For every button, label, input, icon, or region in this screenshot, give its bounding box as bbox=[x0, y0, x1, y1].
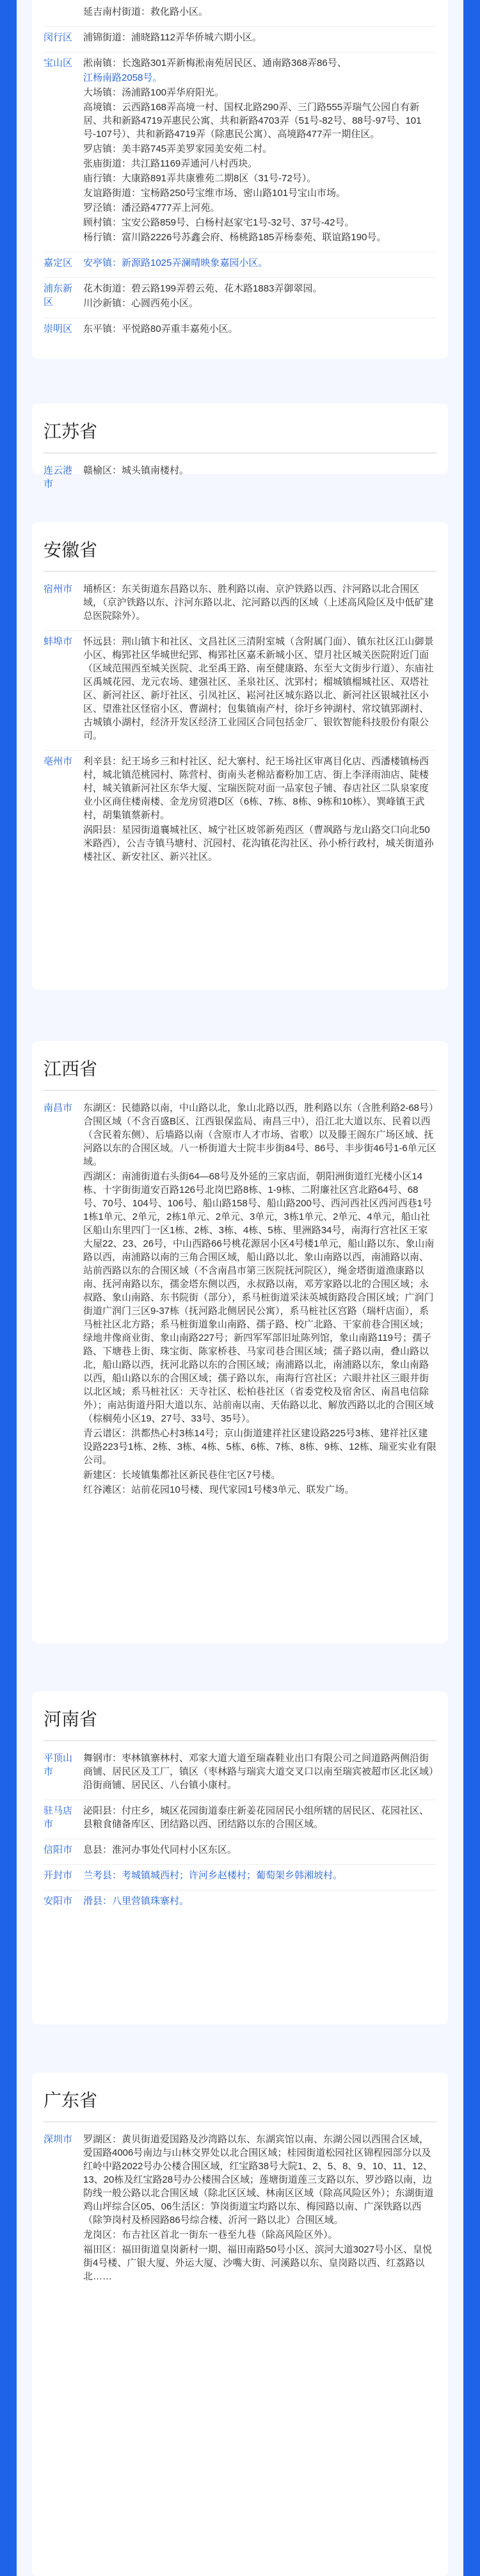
district-list bbox=[83, 582, 436, 624]
district-entry: 延吉南村街道：救化路小区。 bbox=[83, 6, 209, 17]
city-name: 信阳市 bbox=[44, 1844, 73, 1855]
district-entry: 大场镇：汤浦路100弄华府阳光。 bbox=[83, 87, 225, 98]
city-name: 崇明区 bbox=[44, 324, 73, 334]
city-name: 安阳市 bbox=[44, 1896, 73, 1907]
city-row bbox=[44, 631, 436, 751]
district-entry: 舞钢市：枣林镇寨林村、邓家大道大道至瑞森鞋业出口有限公司之间道路两侧沿街商铺、居民区及工厂，镇区（枣林路与瑞宾大道交叉口以南至瑞宾被超市区北区域）沿街商铺、居民区、八台镇小康村。 bbox=[83, 1753, 434, 1791]
district-list bbox=[83, 2133, 436, 2285]
city-row bbox=[44, 751, 436, 871]
district-entry: 利辛县：纪王场乡三和村社区、纪大寨村、纪王场社区审离目化店、西潘楼镇杨西村，城北镇范桃园村、陈营村、街南头老棉站畜粉加工店、街上李泽雨油店、陡楼村，城关镇新河社区东华大厦、宝瑞医院对面一品家包子铺、春店社区二队泉家度业小区商住楼南楼、金龙房贸港D区（6栋、7栋、8栋、9栋和10栋）、巽峰镇王武村，胡集镇蔡新村。 bbox=[83, 756, 429, 821]
district-list bbox=[83, 1843, 436, 1858]
city-row bbox=[44, 318, 436, 343]
city-name: 闵行区 bbox=[44, 32, 73, 43]
city-name: 宝山区 bbox=[44, 58, 73, 69]
province-title: 河南省 bbox=[44, 1691, 436, 1741]
district-entry: 高境镇：云西路168弄高境一村、国权北路290弄、三门路555弄瑞气公园自有新居、共和新路4719弄惠民公寓、共和新路4703弄（51号-82号、88号-97号、101号-107号）、共和新路4719弄（除惠民公寓）、高境路477弄一期住区。 bbox=[83, 102, 422, 140]
city-row bbox=[44, 1891, 436, 1916]
city-name: 驻马店市 bbox=[44, 1805, 73, 1830]
district-entry: 青云谱区：洪都热心村3栋14号；京山街道建祥社区建设路225号3栋、建祥社区建设路223号1栋、2栋、3栋、4栋、5栋、6栋、7栋、8栋、9栋、12栋、瑞亚实业有限公司。 bbox=[83, 1428, 436, 1466]
district-entry: 怀远县：荆山镇卞和社区、文昌社区三清附室城（含附属门面）、镇东社区江山御景小区、梅郢社区华城世纪郢、梅郢社区嘉禾新城小区、望月社区城关医院附近门面（区域范围西至城关医院、北至禹王路、南至健康路、东至大文街步行道）、东庙社区禹城花园、龙元农场、建强社区、圣泉社区、沈郢村；榴城镇榴城社区、双塔社区、新河社区、新圩社区、引凤社区、崧河社区城东路以北、新河社区银城社区小区、望淮社区怪宿小区、曹湖村；包集镇南产村，徐圩乡钟湖村、常坟镇郢湖村、古城镇小湖村，经济开发区经济工业园区合同包括金厂、银钦智能科技股份有限公司。 bbox=[83, 636, 434, 741]
district-entry: 庙行镇：大康路891弄共康雅苑二期8区（31号-72号）。 bbox=[83, 173, 317, 184]
district-entry: 赣榆区：城头镇南楼村。 bbox=[83, 465, 189, 476]
city-name: 开封市 bbox=[44, 1870, 73, 1881]
district-list bbox=[83, 322, 436, 337]
city-row bbox=[44, 2129, 436, 2291]
district-entry: 罗湖区：黄贝街道爱国路及沙湾路以东、东湖宾馆以南、东湖公园以西围合区域，爱国路4006号南边与山林交界处以北合围区域；桂园街道松园社区锦程园部分以及红岭中路2022号办公楼合围区域，红宝路38号大院1、2、5、8、9、10、11、12、13、20栋及红宝路28号办公楼围合区域；莲塘街道莲三支路以东、罗沙路以南，边防线一般公路以北合围区域（除北区区域、林南区区域（除高风险区外）；东湖街道鸡山坪综合区05、06生活区：笋岗街道宝均路以东、梅园路以南、广深铁路以西（除笋岗村及桥园路86号综合楼、沂河一路以北）合围区域。 bbox=[83, 2134, 434, 2226]
city-row bbox=[44, 252, 436, 278]
province-card bbox=[32, 1691, 448, 2024]
district-entry: 浦锦街道：浦晓路112弄华侨城六期小区。 bbox=[83, 32, 262, 43]
district-entry: 花木街道：碧云路199弄碧云苑、花木路1883弄御翠园。 bbox=[83, 283, 323, 294]
province-title: 江苏省 bbox=[44, 404, 436, 454]
district-entry: 江杨南路2058号。 bbox=[83, 72, 163, 83]
district-list bbox=[83, 1101, 436, 1498]
province-card bbox=[32, 2072, 448, 2576]
district-entry: 东平镇：平悦路80弄重丰嘉苑小区。 bbox=[83, 324, 238, 334]
city-name: 亳州市 bbox=[44, 756, 73, 767]
city-row bbox=[44, 53, 436, 252]
city-row bbox=[44, 578, 436, 631]
city-name: 深圳市 bbox=[44, 2134, 73, 2145]
city-name: 嘉定区 bbox=[44, 258, 73, 268]
district-list bbox=[83, 464, 436, 491]
city-row bbox=[44, 1748, 436, 1800]
district-entry: 罗泾镇：潘泾路4777弄上河苑。 bbox=[83, 202, 220, 213]
district-entry: 新建区：长堎镇集都社区新民巷住宅区7号楼。 bbox=[83, 1470, 281, 1481]
province-card bbox=[32, 404, 448, 489]
district-entry: 红谷滩区：站前花园10号楼、现代家园1号楼3单元、联发广场。 bbox=[83, 1484, 355, 1495]
city-row bbox=[44, 27, 436, 53]
district-entry: 东湖区：民德路以南，中山路以北，象山北路以西，胜利路以东（含胜利路2-68号）合围区域（不含百盛B区、江西银保监局、南昌三中），沿江北大道以东、民着以西（含民着东侧）、后墙路以南（含原市人才市场、省歌）以及滕王阁东广场区域、抚河路以东的合围区域。八一桥街道大士院丰步街84号、86号、丰步街46号1-6单元区域。 bbox=[83, 1103, 436, 1167]
district-entry: 滑县：八里营镇珠寨村。 bbox=[83, 1896, 189, 1907]
city-row bbox=[44, 1, 436, 27]
district-entry: 兰考县：考城镇城西村；许河乡赵楼村；葡萄架乡韩湘坡村。 bbox=[83, 1870, 343, 1881]
city-name: 连云港市 bbox=[44, 465, 73, 489]
district-entry: 泌阳县：付庄乡，城区花园街道泰庄新姜花园居民小组所辖的居民区、花园社区、县粮食储备库区、团结路以西、团结路以东的合围区域。 bbox=[83, 1805, 429, 1830]
district-list bbox=[83, 5, 436, 20]
province-card bbox=[32, 522, 448, 990]
province-card bbox=[32, 1041, 448, 1643]
city-name bbox=[44, 5, 83, 20]
district-list bbox=[83, 755, 436, 865]
city-name: 平顶山市 bbox=[44, 1753, 73, 1777]
district-entry: 涡阳县：星园街道襄城社区、城宁社区坡邻新苑西区（曹飒路与龙山路交口向北50米路西），公吉寺镇马塘村、沉园村、花沟镇花沟社区、孙小桥行政村，城关街道孙楼社区、新安社区、新兴社区。 bbox=[83, 824, 434, 862]
province-title: 安徽省 bbox=[44, 522, 436, 572]
district-list bbox=[83, 635, 436, 744]
district-entry: 西湖区：南浦街道右头街64—68号及外延的三家店面，朝阳洲街道红光楼小区14栋、十字街街道安百路126号北岗巴路8栋、1-9栋、二附廉社区宫北路64号、68号、70号、104号、106号、船山路158号、船山路200号、西河西社区西河西巷1号1栋1单元、2单元，2栋1单元、2单元、3单元，3栋1单元、2单元、4单元，船山社区船山东里四门一区1栋、2栋、3栋、4栋、5栋、里洲路34号，南海行宫社区王家大屋22、23、26号，中山西路66号桃花源居小区4号楼1单元，船山路以东、象山南路以西，南浦路以南的三角合围区域，船山路以北、象山南路以西，南浦路以南、站前西路以东的合围区域（不含南昌市第三医院抚河院区），绳金塔街道渔康路以南、抚河南路以东，孺金塔东侧以西，永叔路以南，邓芳家路以北的合围区域；永叔路、象山南路、东书院街（部分），系马桩街道采沫英城街路段合围区域；广润门街道广润门三区9-37栋（抚河路北侧居民公寓），系马桩社区宫路（瑞杆店面），系马桩社区北方路；系马桩街道象山南路、孺子路、校广北路、干家前巷合围区域；绿地井像商业街、象山南路227号；新四军军部旧址陈列馆，象山南路119号；孺子路、下塘巷上街、珠宝街、陈家桥巷、马家司巷合围区域；孺子路以南，叠山路以北，船山路以西，抚河北路以东的合围区域；南浦路以北，南浦路以东，象山南路以西，船山路以东的合围区域；孺子路以东，南海行宫社区；六眼井社区三眼井街以北区域；系马桩社区：天寺社区、松柏巷社区（省委党校及宿舍区、南昌电信除外）；南站街道丹阳大道以东、站前南以南、天佑路以北、解放西路以北的合围区域（棕榈苑小区19、27号、33号、35号）。 bbox=[83, 1171, 435, 1424]
city-name: 宿州市 bbox=[44, 584, 73, 595]
district-entry: 福田区：福田街道皇岗新村一期、福田南路50号小区、滨河大道3027号小区、皇悦街4号楼、广银大厦、外运大厦、沙嘴大街、河溪路以东、皇岗路以西、红荔路以北…… bbox=[83, 2244, 433, 2282]
district-entry: 顾村镇：宝安公路859号、白杨村赵家宅1号-32号、37号-42号。 bbox=[83, 217, 355, 228]
district-list bbox=[83, 1752, 436, 1793]
district-entry: 川沙新镇：心圆西苑小区。 bbox=[83, 298, 199, 309]
district-entry: 龙岗区：布吉社区首北一街东一巷至九巷（除高风险区外）。 bbox=[83, 2229, 338, 2240]
city-row bbox=[44, 1800, 436, 1839]
city-row bbox=[44, 1865, 436, 1891]
district-list bbox=[83, 1804, 436, 1832]
district-entry: 淞南镇：长逸路301弄新梅淞南苑居民区、通南路368弄86号、 bbox=[83, 58, 347, 69]
district-entry: 杨行镇：富川路2226号苏鑫会府、杨桃路185弄杨泰苑、联谊路190号。 bbox=[83, 232, 387, 243]
province-card bbox=[32, 0, 448, 359]
district-entry: 息县：淮河办事处代同村小区东区。 bbox=[83, 1844, 237, 1855]
district-list bbox=[83, 256, 436, 271]
district-entry: 张庙街道：共江路1169弄通河八村西块。 bbox=[83, 158, 258, 169]
province-title: 广东省 bbox=[44, 2072, 436, 2122]
district-list bbox=[83, 1869, 436, 1883]
district-entry: 埇桥区：东关街道东昌路以东、胜利路以南、京沪铁路以西、汴河路以北合围区域，（京沪铁路以东、汴河东路以北、沱河路以西的区域（上述高风险区及中低矿建总医院除外）。 bbox=[83, 584, 434, 621]
district-list bbox=[83, 282, 436, 311]
district-list bbox=[83, 1894, 436, 1909]
district-entry: 友谊路街道：宝杨路250号宝维市场、密山路101号宝山市场。 bbox=[83, 188, 346, 199]
district-entry: 安亭镇：新源路1025弄澜晴映象嘉园小区。 bbox=[83, 258, 268, 268]
city-name: 南昌市 bbox=[44, 1103, 73, 1113]
city-row bbox=[44, 278, 436, 318]
city-row bbox=[44, 1839, 436, 1865]
district-entry: 罗店镇：美丰路745弄美罗家园美安苑二村。 bbox=[83, 144, 273, 154]
city-name: 蚌埠市 bbox=[44, 636, 73, 647]
city-row bbox=[44, 460, 436, 497]
province-title: 江西省 bbox=[44, 1041, 436, 1091]
city-name: 浦东新区 bbox=[44, 283, 73, 308]
city-row bbox=[44, 1097, 436, 1504]
district-list bbox=[83, 31, 436, 45]
district-list bbox=[83, 56, 436, 245]
